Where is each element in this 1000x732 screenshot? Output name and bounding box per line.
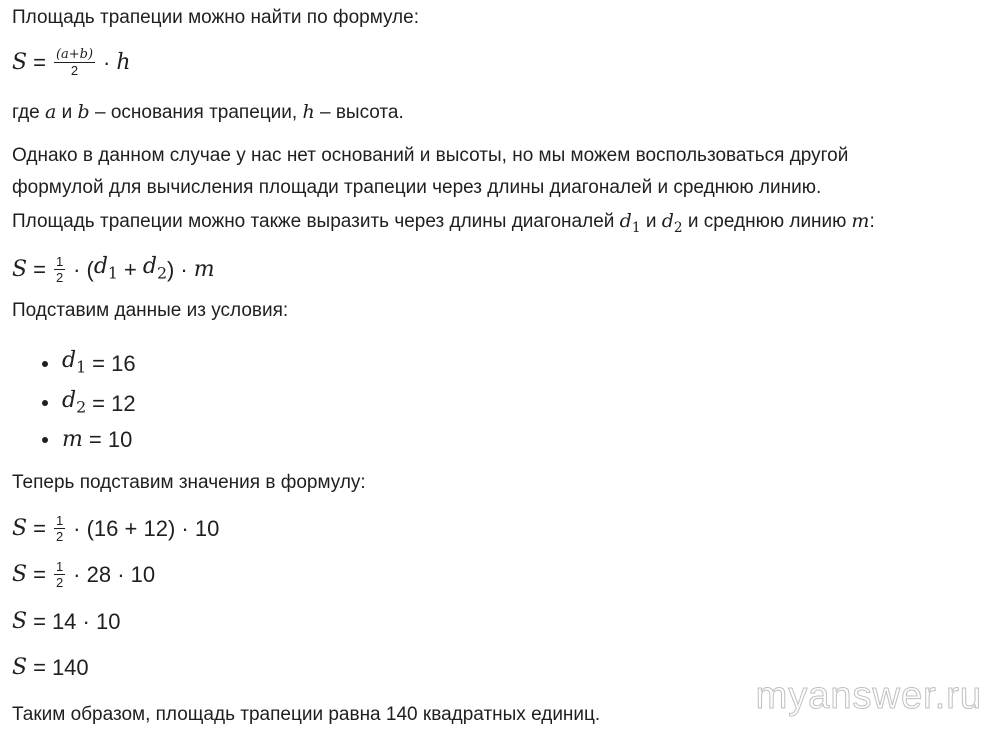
formula-lhs: S — [12, 50, 28, 75]
intro-text: Площадь трапеции можно найти по формуле: — [12, 7, 419, 28]
where-t2: и — [61, 102, 73, 123]
step1-equals: = — [33, 516, 46, 541]
where-t1: где — [12, 102, 40, 123]
step3-rest: 14 · 10 — [51, 609, 121, 634]
where-t4: – высота. — [319, 102, 404, 123]
var-d2: $d_2$ — [661, 210, 683, 236]
formula-height-var: h — [116, 50, 131, 75]
step4-result: 140 — [51, 655, 89, 680]
calc-step-2 — [12, 558, 155, 592]
where-t3: – основания трапеции, — [94, 102, 298, 123]
formula-dot: · — [103, 50, 111, 75]
bullet-icon — [42, 361, 48, 367]
formula2-d1: $d_1$ — [93, 254, 118, 283]
bullet-icon — [42, 400, 48, 406]
bullet-icon — [42, 437, 48, 443]
however-line-2: формулой для вычисления площади трапеции через длины диагоналей и среднюю линию. — [12, 177, 822, 198]
step3-equals: = — [33, 609, 46, 634]
conclusion-text: Таким образом, площадь трапеции равна 140 квадратных единиц. — [12, 704, 601, 725]
half-numerator: 1 — [55, 254, 64, 270]
alt-t2: и — [645, 211, 657, 232]
given-d1 — [42, 344, 136, 384]
formula2-d2: $d_2$ — [142, 254, 168, 283]
half-denominator: 2 — [55, 270, 64, 286]
calc-step-1 — [12, 512, 219, 546]
given-d2 — [42, 384, 136, 424]
step1-num: 1 — [55, 513, 64, 528]
step1-half — [54, 514, 65, 544]
var-b: b — [77, 101, 90, 123]
step2-num: 1 — [55, 559, 64, 574]
given-d1-var: $d_1$ — [62, 348, 87, 377]
var-m: m — [851, 210, 870, 232]
however-line-1: Однако в данном случае у нас нет оснований и высоты, но мы можем воспользоваться другой — [12, 145, 849, 166]
step3-lhs: S — [12, 609, 28, 634]
step2-rest: · 28 · 10 — [73, 562, 156, 587]
trapezoid-area-formula — [12, 46, 131, 80]
given-d2-value: = 12 — [92, 390, 136, 416]
fraction-numerator: (a+b) — [55, 47, 94, 62]
step2-half — [54, 560, 65, 590]
formula-fraction — [54, 48, 95, 78]
calc-step-4 — [12, 651, 89, 685]
step1-rest: · (16 + 12) · 10 — [73, 516, 220, 541]
step1-den: 2 — [55, 529, 64, 544]
formula2-dot-2: · — [180, 257, 188, 283]
formula2-half — [54, 255, 65, 285]
formula2-equals: = — [33, 257, 46, 283]
formula2-plus: + — [124, 257, 137, 283]
step2-den: 2 — [55, 575, 64, 590]
given-d2-var: $d_2$ — [62, 387, 87, 417]
substitute-title: Подставим данные из условия: — [12, 300, 289, 321]
diagonal-area-formula — [12, 250, 215, 291]
fraction-denominator: 2 — [70, 63, 79, 78]
var-a: a — [45, 101, 57, 123]
step4-equals: = — [33, 655, 46, 680]
alt-t4: : — [869, 211, 875, 232]
site-watermark: myanswer.ru — [755, 675, 982, 717]
var-h: h — [302, 101, 315, 123]
givens-list — [42, 344, 136, 456]
given-m — [42, 423, 136, 456]
given-m-var: m — [62, 427, 83, 453]
formula-equals: = — [33, 50, 46, 75]
var-d1: $d_1$ — [619, 210, 641, 236]
given-d1-value: = 16 — [92, 351, 136, 377]
step2-lhs: S — [12, 562, 28, 587]
now-title: Теперь подставим значения в формулу: — [12, 472, 366, 493]
alt-t3: и среднюю линию — [687, 211, 847, 232]
formula2-close-paren: ) — [167, 257, 175, 283]
formula2-dot-1: · — [73, 257, 81, 283]
formula2-m: m — [193, 257, 215, 283]
step1-lhs: S — [12, 516, 28, 541]
formula2-lhs: S — [12, 257, 28, 283]
alt-formula-text — [12, 207, 875, 242]
where-text — [12, 98, 404, 127]
calc-step-3 — [12, 605, 120, 639]
alt-t1: Площадь трапеции можно также выразить через длины диагоналей — [12, 211, 615, 232]
step2-equals: = — [33, 562, 46, 587]
step4-lhs: S — [12, 655, 28, 680]
formula2-open-paren: ( — [86, 257, 94, 283]
given-m-value: = 10 — [88, 427, 133, 453]
